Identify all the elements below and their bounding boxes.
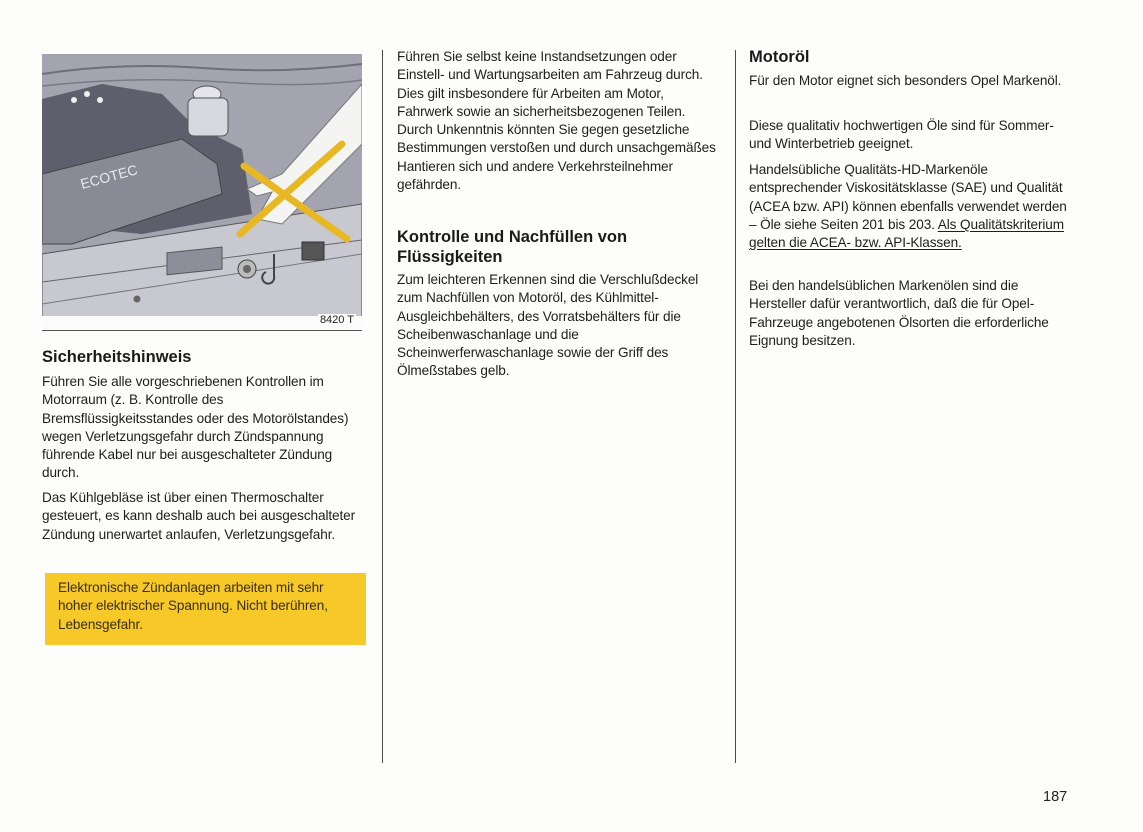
oil-paragraph-1: Für den Motor eignet sich besonders Opel Markenöl. [749,73,1062,88]
oil-paragraph-2: Diese qualitativ hochwertigen Öle sind für Sommer- und Winterbetrieb geeignet. [749,118,1054,152]
ecotec-label: ECOTEC [78,161,140,192]
column-divider-2 [735,50,736,763]
engine-bay-illustration [42,54,362,330]
oil-paragraph-3 [749,161,1067,252]
fluids-paragraph: Zum leichteren Erkennen sind die Verschlußdeckel zum Nachfüllen von Motoröl, des Kühlmittel-Ausgleichbehälters, des Vorratsbehälters für die Scheibenwaschanlage und die Scheinwerferwaschanlage sowie der Griff des Ölmeßstabes gelb. [397,272,699,379]
engine-oil-heading: Motoröl [749,48,810,66]
page-number: 187 [1043,789,1068,805]
oil-paragraph-4: Bei den handelsüblichen Markenölen sind die Hersteller dafür verantwortlich, daß die für Opel-Fahrzeuge angebotenen Ölsorten die erforderliche Eignung besitzen. [749,278,1049,348]
engine-bay-figure [42,54,362,331]
safety-heading: Sicherheitshinweis [42,348,192,366]
oil-quality-criterion-underlined: Als Qualitätskriterium gelten die ACEA- bzw. API-Klassen. [749,216,1064,251]
fluids-heading: Kontrolle und Nachfüllen von Flüssigkeiten [397,228,628,266]
safety-paragraph-2: Das Kühlgebläse ist über einen Thermoschalter gesteuert, es kann deshalb auch bei ausgeschalteter Zündung unerwartet anlaufen, Verletzungsgefahr. [42,490,356,542]
safety-paragraph-1: Führen Sie alle vorgeschriebenen Kontrollen im Motorraum (z. B. Kontrolle des Bremsflüssigkeitsstandes oder des Motorölstandes) wegen Verletzungsgefahr durch Zündspannung führende Kabel nur bei ausgeschalteter Zündung durch. [42,374,349,481]
warning-text: Elektronische Zündanlagen arbeiten mit sehr hoher elektrischer Spannung. Nicht berühren, Lebensgefahr. [58,580,328,632]
warning-box [45,573,366,645]
oil-paragraph-3-text: Handelsübliche Qualitäts-HD-Markenöle entsprechender Viskositätsklasse (SAE) und Qualität (ACEA bzw. API) können ebenfalls verwendet werden – Öle siehe Seiten 201 bis 203. [749,162,1067,232]
column-divider-1 [382,50,383,763]
figure-label: 8420 T [319,314,354,326]
service-paragraph: Führen Sie selbst keine Instandsetzungen oder Einstell- und Wartungsarbeiten am Fahrzeug durch. Dies gilt insbesondere für Arbeiten am Motor, Fahrwerk sowie an sicherheitsbezogenen Teilen. Durch Unkenntnis könnten Sie gegen gesetzliche Bestimmungen verstoßen und durch unsachgemäßes Hantieren sich und andere Verkehrsteilnehmer gefährden. [397,49,716,193]
